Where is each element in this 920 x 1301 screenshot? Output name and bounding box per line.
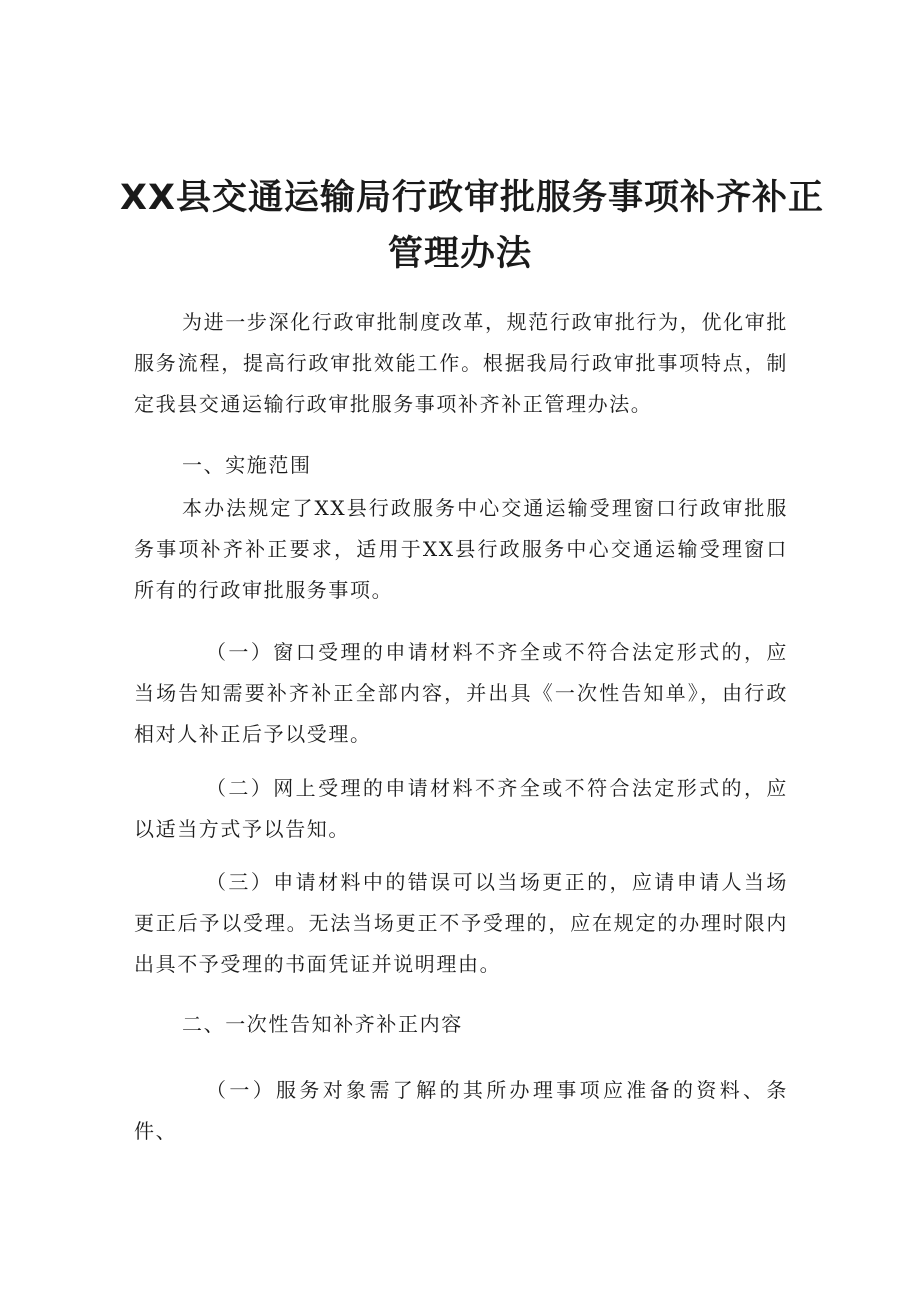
- section-1-item-2-paragraph: （二）网上受理的申请材料不齐全或不符合法定形式的，应以适当方式予以告知。: [134, 776, 788, 841]
- intro-paragraph: 为进一步深化行政审批制度改革，规范行政审批行为，优化审批服务流程，提高行政审批效能工作。根据我局行政审批事项特点，制定我县交通运输行政审批服务事项补齐补正管理办法。: [134, 310, 788, 416]
- section-1-item-1-paragraph: （一）窗口受理的申请材料不齐全或不符合法定形式的，应当场告知需要补齐补正全部内容，并出具《一次性告知单》，由行政相对人补正后予以受理。: [134, 640, 788, 746]
- section-1-item-3-paragraph: （三）申请材料中的错误可以当场更正的，应请申请人当场更正后予以受理。无法当场更正不予受理的，应在规定的办理时限内出具不予受理的书面凭证并说明理由。: [134, 870, 788, 976]
- document-title-line-2: 管理办法: [387, 234, 532, 274]
- document-title-line-1: XX县交通运输局行政审批服务事项补齐补正: [120, 178, 824, 218]
- section-1-heading: 一、实施范围: [182, 453, 312, 477]
- section-1-body-paragraph: 本办法规定了XX县行政服务中心交通运输受理窗口行政审批服务事项补齐补正要求，适用于XX县行政服务中心交通运输受理窗口所有的行政审批服务事项。: [134, 496, 788, 602]
- section-2-heading: 二、一次性告知补齐补正内容: [182, 1012, 463, 1036]
- section-2-item-1-paragraph: （一）服务对象需了解的其所办理事项应准备的资料、条件、: [134, 1078, 788, 1143]
